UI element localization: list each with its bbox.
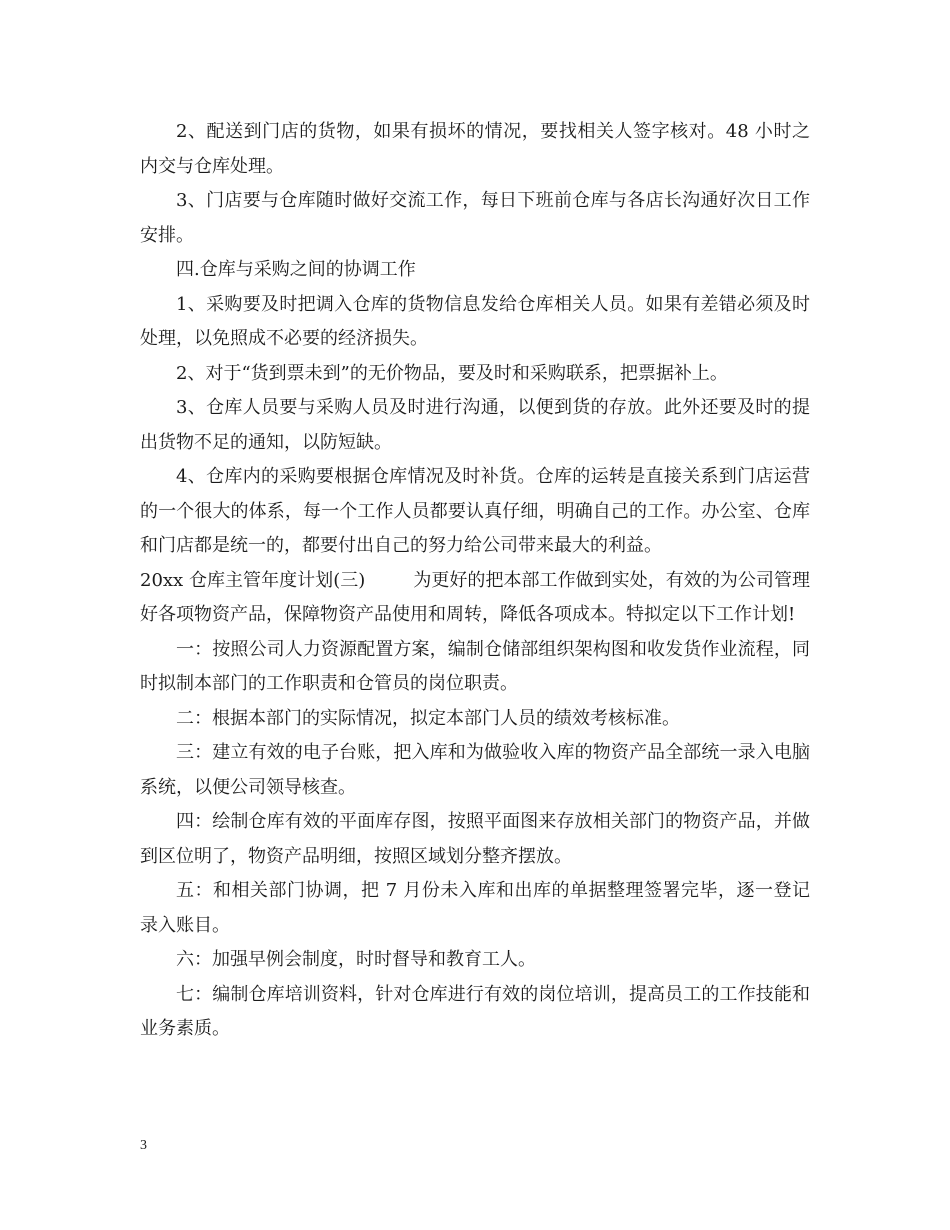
plan-item: 二：根据本部门的实际情况，拟定本部门人员的绩效考核标准。 <box>176 707 680 729</box>
paragraph: 2、配送到门店的货物，如果有损坏的情况，要找相关人签字核对。48 小时之内交与仓库处理。 <box>140 121 810 177</box>
plan-item: 三：建立有效的电子台账，把入库和为做验收入库的物资产品全部统一录入电脑系统，以便公司领导核查。 <box>140 742 810 798</box>
section-intro: 为更好的把本部工作做到实处，有效的为公司管理好各项物资产品，保障物资产品使用和周转，降低各项成本。特拟定以下工作计划! <box>140 569 810 625</box>
section-subheading: 四.仓库与采购之间的协调工作 <box>176 259 416 280</box>
page-number: 3 <box>140 1138 147 1153</box>
paragraph: 3、仓库人员要与采购人员及时进行沟通，以便到货的存放。此外还要及时的提出货物不足的通知，以防短缺。 <box>140 397 810 453</box>
paragraph: 4、仓库内的采购要根据仓库情况及时补货。仓库的运转是直接关系到门店运营的一个很大的体系，每一个工作人员都要认真仔细，明确自己的工作。办公室、仓库和门店都是统一的，都要付出自己的努力给公司带来最大的利益。 <box>140 466 810 556</box>
plan-item: 四：绘制仓库有效的平面库存图，按照平面图来存放相关部门的物资产品，并做到区位明了，物资产品明细，按照区域划分整齐摆放。 <box>140 811 810 867</box>
document-body <box>140 115 810 1047</box>
plan-item: 五：和相关部门协调，把 7 月份未入库和出库的单据整理签署完毕，逐一登记录入账目。 <box>140 880 810 936</box>
plan-item: 一：按照公司人力资源配置方案，编制仓储部组织架构图和收发货作业流程，同时拟制本部门的工作职责和仓管员的岗位职责。 <box>140 638 810 694</box>
paragraph: 1、采购要及时把调入仓库的货物信息发给仓库相关人员。如果有差错必须及时处理，以免照成不必要的经济损失。 <box>140 293 810 349</box>
section-block <box>140 564 810 633</box>
paragraph: 3、门店要与仓库随时做好交流工作，每日下班前仓库与各店长沟通好次日工作安排。 <box>140 190 810 246</box>
paragraph: 2、对于“货到票未到”的无价物品，要及时和采购联系，把票据补上。 <box>176 362 728 384</box>
section-heading: 20xx 仓库主管年度计划(三) <box>140 569 366 591</box>
plan-item: 七：编制仓库培训资料，针对仓库进行有效的岗位培训，提高员工的工作技能和业务素质。 <box>140 983 810 1039</box>
plan-item: 六：加强早例会制度，时时督导和教育工人。 <box>176 949 536 970</box>
